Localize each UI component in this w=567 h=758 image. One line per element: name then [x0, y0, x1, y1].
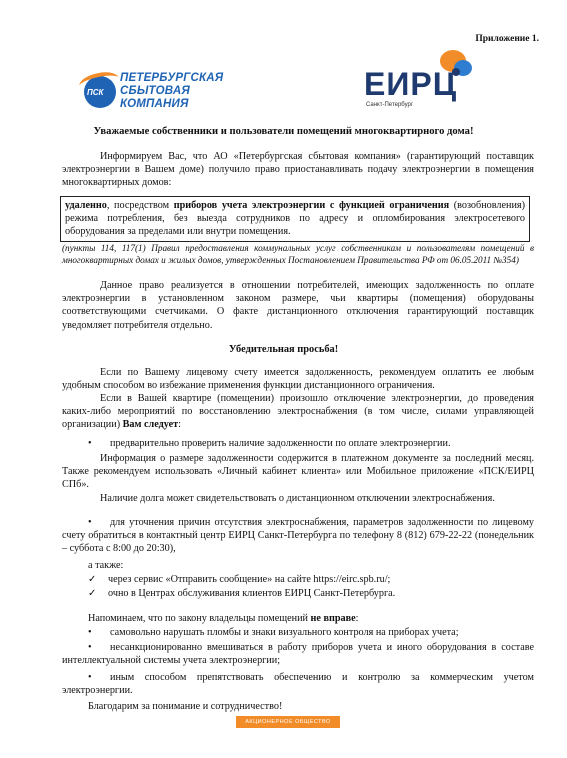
psk-logo: [84, 72, 240, 114]
also-label: а также:: [88, 560, 124, 571]
bullet-icon: •: [88, 672, 92, 683]
right-paragraph: Данное право реализуется в отношении потребителей, имеющих задолженность по оплате электроэнергии в установленном законом размере, чьи квартиры (помещения) оборудованы соответствующими счетчиками. О факте дистанционного отключения гарантирующий поставщик уведомляет потребителя отдельно.: [62, 280, 534, 331]
eirc-logo: [364, 48, 504, 110]
thanks-line: Благодарим за понимание и сотрудничество!: [88, 701, 283, 712]
evidence-paragraph: Наличие долга может свидетельствовать о дистанционном отключении электроснабжения.: [100, 493, 495, 504]
list-item: • предварительно проверить наличие задолженности по оплате электроэнергии.: [88, 438, 451, 449]
list-item: • для уточнения причин отсутствия электроснабжения, параметров задолженности по лицевому счету обратиться в контактный центр ЕИРЦ Санкт-Петербурга по телефону 8 (812) 679-22-22 (понедельник – суббота с 8:00 до 20:30),: [62, 517, 534, 555]
check-icon: ✓: [88, 588, 97, 599]
bullet-icon: •: [88, 517, 92, 528]
page-title: Уважаемые собственники и пользователи помещений многоквартирного дома!: [93, 126, 474, 137]
bullet-icon: •: [88, 627, 92, 638]
request-heading: Убедительная просьба!: [228, 344, 339, 355]
list-item: • иным способом препятствовать обеспечению и контролю за коммерческим учетом электроэнергии.: [62, 672, 534, 697]
psk-logo-mark: [84, 76, 116, 108]
bullet-icon: •: [88, 642, 92, 653]
list-item: • несанкционированно вмешиваться в работу приборов учета и иного оборудования в составе интеллектуальной системы учета электроэнергии;: [62, 642, 534, 667]
check-item: ✓ через сервис «Отправить сообщение» на сайте https://eirc.spb.ru/;: [88, 574, 391, 585]
check-item: ✓ очно в Центрах обслуживания клиентов ЕИРЦ Санкт-Петербурга.: [88, 588, 396, 599]
intro-paragraph: Информируем Вас, что АО «Петербургская сбытовая компания» (гарантирующий поставщик электроэнергии в Вашем доме) получило право приостанавливать подачу электроэнергии в помещения многоквартирных домов:: [62, 151, 534, 189]
debt-paragraph: Если по Вашему лицевому счету имеется задолженность, рекомендуем оплатить ее любым удобным способом во избежание применения функции дистанционного ограничения.: [62, 367, 534, 392]
legal-note: (пункты 114, 117(1) Правил предоставления коммунальных услуг собственникам и пользователям помещений в многоквартирных домах и жилых домов, утвержденных Постановлением Правительства РФ от 06.05.2011 №354): [62, 243, 534, 265]
eirc-logo-sub: Санкт-Петербург: [366, 102, 414, 108]
footer-band: АКЦИОНЕРНОЕ ОБЩЕСТВО: [236, 716, 340, 728]
psk-logo-name: ПЕТЕРБУРГСКАЯ СБЫТОВАЯ КОМПАНИЯ: [120, 72, 224, 110]
eirc-logo-word: ЕИРЦ: [364, 66, 458, 102]
bullet-icon: •: [88, 438, 92, 449]
remote-restriction-box: удаленно, посредством приборов учета электроэнергии с функцией ограничения (возобновления) режима потребления, без выезда сотрудников по адресу и опломбирования электросетевого оборудования за пределами или внутри помещения.: [60, 196, 530, 242]
reminder-paragraph: Напоминаем, что по закону владельцы помещений не вправе:: [88, 613, 359, 624]
psk-logo-abbr: ПСК: [87, 88, 104, 97]
check-icon: ✓: [88, 574, 97, 585]
appendix-label: Приложение 1.: [475, 34, 539, 44]
outage-paragraph: Если в Вашей квартире (помещении) произошло отключение электроэнергии, до проведения каких-либо мероприятий по восстановлению электроснабжения (в том числе, силами управляющей организации) Вам следует:: [62, 393, 534, 431]
list-item: • самовольно нарушать пломбы и знаки визуального контроля на приборах учета;: [88, 627, 459, 638]
info-paragraph: Информация о размере задолженности содержится в платежном документе за последний месяц. Также рекомендуем использовать «Личный кабинет клиента» или Мобильное приложение «ПСК/ЕИРЦ СПб».: [62, 453, 534, 491]
